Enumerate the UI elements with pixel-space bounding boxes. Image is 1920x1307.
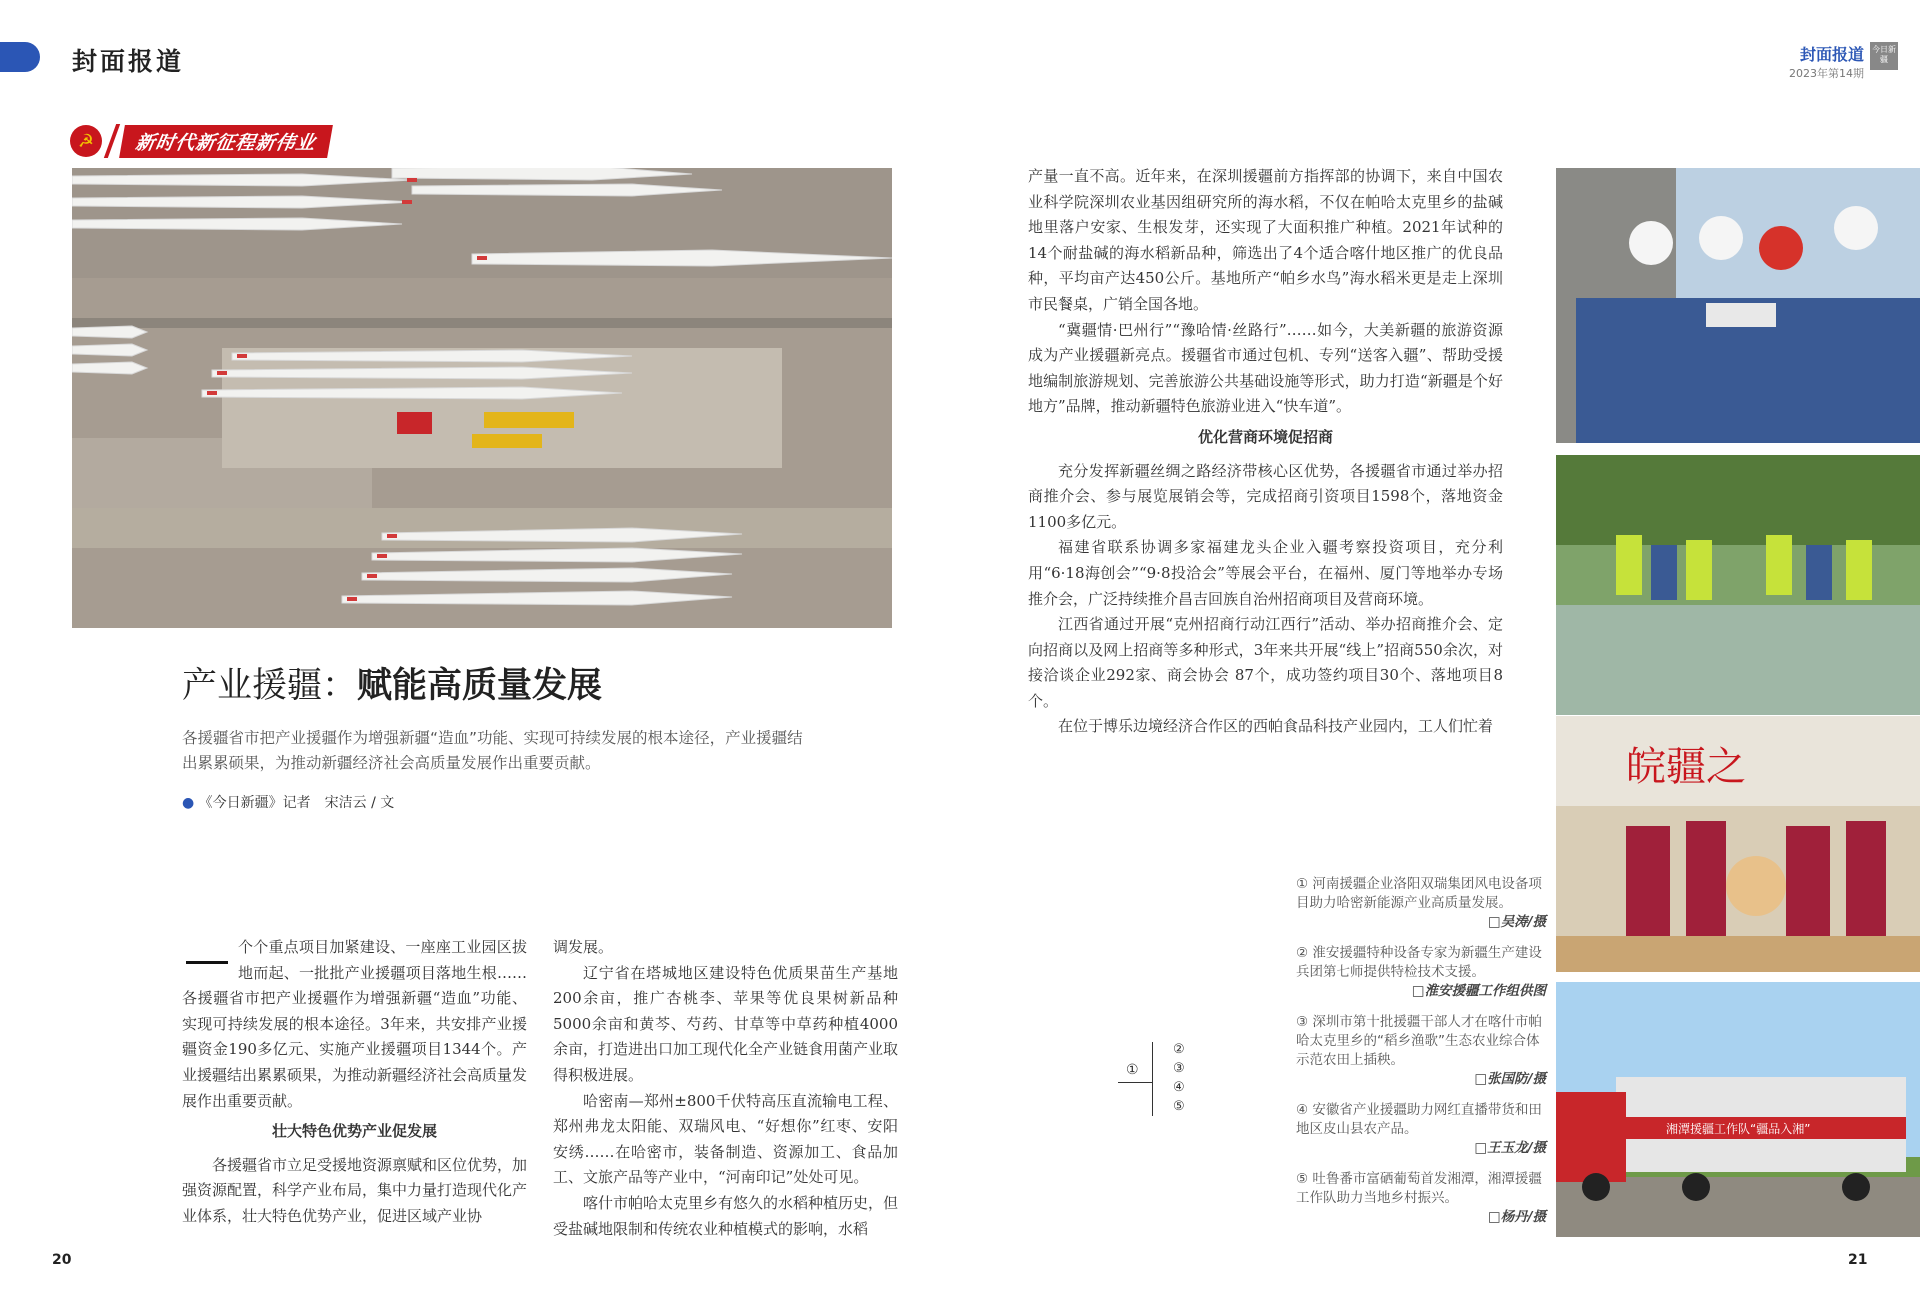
column-banner xyxy=(70,124,330,158)
byline-text: 《今日新疆》记者 宋洁云 / 文 xyxy=(198,795,395,811)
key-horizontal-rule xyxy=(1118,1082,1152,1083)
body-paragraph: 江西省通过开展“克州招商行动江西行”活动、举办招商推介会、定向招商以及网上招商等多种形式，3年来共开展“线上”招商550余次，对接洽谈企业292家、商会协会 87个，成功签约项目30个、落地项目8个。 xyxy=(1028,615,1503,710)
truck-banner-text: 湘潭援疆工作队“疆品入湘” xyxy=(1666,1122,1811,1136)
caption-item xyxy=(1296,944,1546,1001)
article-title xyxy=(182,658,602,708)
caption-credit: □淮安援疆工作组供图 xyxy=(1411,983,1546,999)
hero-photo-wind-blades xyxy=(72,168,892,628)
dropcap-dash xyxy=(182,935,232,981)
body-paragraph: 产量一直不高。近年来，在深圳援疆前方指挥部的协调下，来自中国农业科学院深圳农业基因组研究所的海水稻，不仅在帕哈太克里乡的盐碱地里落户安家、生根发芽，还实现了大面积推广种植。2021年试种的14个耐盐碱的海水稻新品种，筛选出了4个适合喀什地区推广的优良品种，平均亩产达450公斤。基地所产“帕乡水鸟”海水稻米更是走上深圳市民餐桌，广销全国各地。 xyxy=(1028,167,1503,313)
key-vertical-rule xyxy=(1152,1042,1153,1116)
caption-credit: □吴涛/摄 xyxy=(1487,914,1546,930)
party-emblem-icon: ☭ xyxy=(70,125,102,157)
body-paragraph: 个个重点项目加紧建设、一座座工业园区拔地而起、一批批产业援疆项目落地生根……各援疆省市把产业援疆作为增强新疆“造血”功能、实现可持续发展的根本途径。3年来，共安排产业援疆资金190多亿元、实施产业援疆项目1344个。产业援疆结出累累硕果，为推动新疆经济社会高质量发展作出重要贡献。 xyxy=(182,935,527,1114)
body-paragraph: 喀什市帕哈太克里乡有悠久的水稻种植历史，但受盐碱地限制和传统农业种植模式的影响，水稻 xyxy=(553,1193,899,1238)
article-lede: 各援疆省市把产业援疆作为增强新疆“造血”功能、实现可持续发展的根本途径，产业援疆结出累累硕果，为推动新疆经济社会高质量发展作出重要贡献。 xyxy=(182,729,803,772)
body-paragraph: 调发展。 xyxy=(553,938,614,956)
photo-4-livestream xyxy=(1556,716,1920,972)
subheading-2: 优化营商环境促招商 xyxy=(1197,427,1333,446)
caption-text: ② 淮安援疆特种设备专家为新疆生产建设兵团第七师提供特检技术支援。 xyxy=(1296,945,1542,980)
caption-text: ① 河南援疆企业洛阳双瑞集团风电设备项目助力哈密新能源产业高质量发展。 xyxy=(1296,876,1542,911)
body-paragraph: 在位于博乐边境经济合作区的西帕食品科技产业园内，工人们忙着 xyxy=(1058,717,1494,736)
banner-slash xyxy=(104,124,120,158)
section-tab-marker xyxy=(0,42,40,72)
byline xyxy=(182,792,394,812)
brand-issue: 2023年第14期 xyxy=(1789,67,1864,80)
caption-credit: □王玉龙/摄 xyxy=(1474,1140,1546,1156)
caption-credit: □张国防/摄 xyxy=(1474,1071,1546,1087)
body-paragraph: 福建省联系协调多家福建龙头企业入疆考察投资项目，充分利用“6·18海创会”“9·8投洽会”等展会平台，在福州、厦门等地举办专场推介会，广泛持续推介昌吉回族自治州招商项目及营商环境。 xyxy=(1028,538,1503,608)
body-column-3 xyxy=(1028,164,1503,740)
subheading-1: 壮大特色优势产业促发展 xyxy=(271,1122,437,1141)
key-right-3: ③ xyxy=(1173,1061,1185,1076)
photo-layout-key xyxy=(1118,1042,1218,1116)
caption-item xyxy=(1296,875,1546,932)
byline-bullet: ● xyxy=(182,795,195,811)
caption-text: ⑤ 吐鲁番市富硒葡萄首发湘潭，湘潭援疆工作队助力当地乡村振兴。 xyxy=(1296,1171,1542,1206)
photo-5-truck xyxy=(1556,982,1920,1237)
banner-label: 新时代新征程新伟业 xyxy=(119,125,333,158)
body-paragraph: 哈密南—郑州±800千伏特高压直流输电工程、郑州弗龙太阳能、双瑞风电、“好想你”红枣、安阳安绣……在哈密市，装备制造、资源加工、食品加工、文旅产品等产业中，“河南印记”处处可见。 xyxy=(553,1091,898,1187)
page-number-left: 20 xyxy=(52,1252,72,1268)
key-left-1: ① xyxy=(1126,1062,1139,1078)
body-column-2 xyxy=(553,935,898,1242)
title-main: 赋能高质量发展 xyxy=(357,666,603,706)
caption-item xyxy=(1296,1170,1546,1227)
magazine-logo: 今日新疆 xyxy=(1870,42,1898,70)
photo-captions xyxy=(1296,875,1546,1239)
title-prefix: 产业援疆： xyxy=(182,666,358,706)
magazine-brand xyxy=(1789,42,1864,81)
section-title: 封面报道 xyxy=(72,47,185,76)
caption-text: ③ 深圳市第十批援疆干部人才在喀什市帕哈太克里乡的“稻乡渔歌”生态农业综合体示范农田上插秧。 xyxy=(1296,1014,1542,1068)
photo-3-rice-planting xyxy=(1556,455,1920,715)
caption-item xyxy=(1296,1013,1546,1089)
body-column-1 xyxy=(182,935,527,1230)
caption-text: ④ 安徽省产业援疆助力网红直播带货和田地区皮山县农产品。 xyxy=(1296,1102,1542,1137)
page-number-right: 21 xyxy=(1848,1252,1868,1268)
key-right-2: ② xyxy=(1173,1042,1185,1057)
photo-2-inspection xyxy=(1556,168,1920,443)
brand-section-title: 封面报道 xyxy=(1799,45,1864,64)
body-paragraph: 充分发挥新疆丝绸之路经济带核心区优势，各援疆省市通过举办招商推介会、参与展览展销会等，完成招商引资项目1598个，落地资金1100多亿元。 xyxy=(1028,461,1503,531)
body-paragraph: 辽宁省在塔城地区建设特色优质果苗生产基地200余亩，推广杏桃李、苹果等优良果树新品种5000余亩和黄芩、芍药、甘草等中草药种植4000余亩，打造进出口加工现代化全产业链食用菌产业取得积极进展。 xyxy=(553,963,899,1084)
sign-text: 皖疆之 xyxy=(1626,744,1746,790)
key-right-4: ④ xyxy=(1173,1080,1185,1095)
body-paragraph: “冀疆情·巴州行”“豫哈情·丝路行”……如今，大美新疆的旅游资源成为产业援疆新亮点。援疆省市通过包机、专列“送客入疆”、帮助受援地编制旅游规划、完善旅游公共基础设施等形式，助力打造“新疆是个好地方”品牌，推动新疆特色旅游业进入“快车道”。 xyxy=(1028,320,1503,416)
body-paragraph: 各援疆省市立足受援地资源禀赋和区位优势，加强资源配置，科学产业布局，集中力量打造现代化产业体系，壮大特色优势产业，促进区域产业协 xyxy=(182,1155,528,1225)
caption-credit: □杨丹/摄 xyxy=(1487,1209,1546,1225)
key-right-5: ⑤ xyxy=(1173,1099,1185,1114)
caption-item xyxy=(1296,1101,1546,1158)
